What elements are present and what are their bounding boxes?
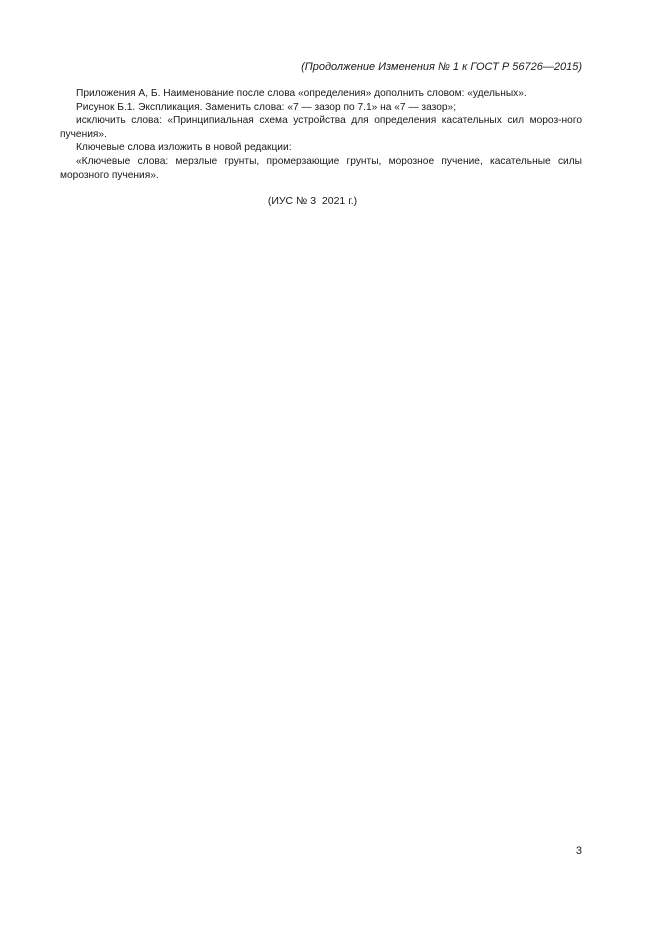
page-number: 3 [575,845,582,857]
paragraph-exclude-words: исключить слова: «Принципиальная схема устройства для определения касательных сил мороз-ного пучения». [60,115,582,140]
paragraph-keywords: «Ключевые слова: мерзлые грунты, промерзающие грунты, морозное пучение, касательные силы морозного пучения». [60,155,582,181]
paragraph-figure-b1: Рисунок Б.1. Экспликация. Заменить слова: «7 — зазор по 7.1» на «7 — зазор»; [76,101,457,113]
paragraph-appendices: Приложения А, Б. Наименование после слова «определения» дополнить словом: «удельных». [76,88,527,99]
continuation-header: (Продолжение Изменения № 1 к ГОСТ Р 56726—2015) [301,61,582,73]
amendment-text [60,87,582,182]
publication-source: (ИУС № 3 2021 г.) [267,195,358,207]
paragraph-keywords-intro: Ключевые слова изложить в новой редакции: [76,142,292,154]
